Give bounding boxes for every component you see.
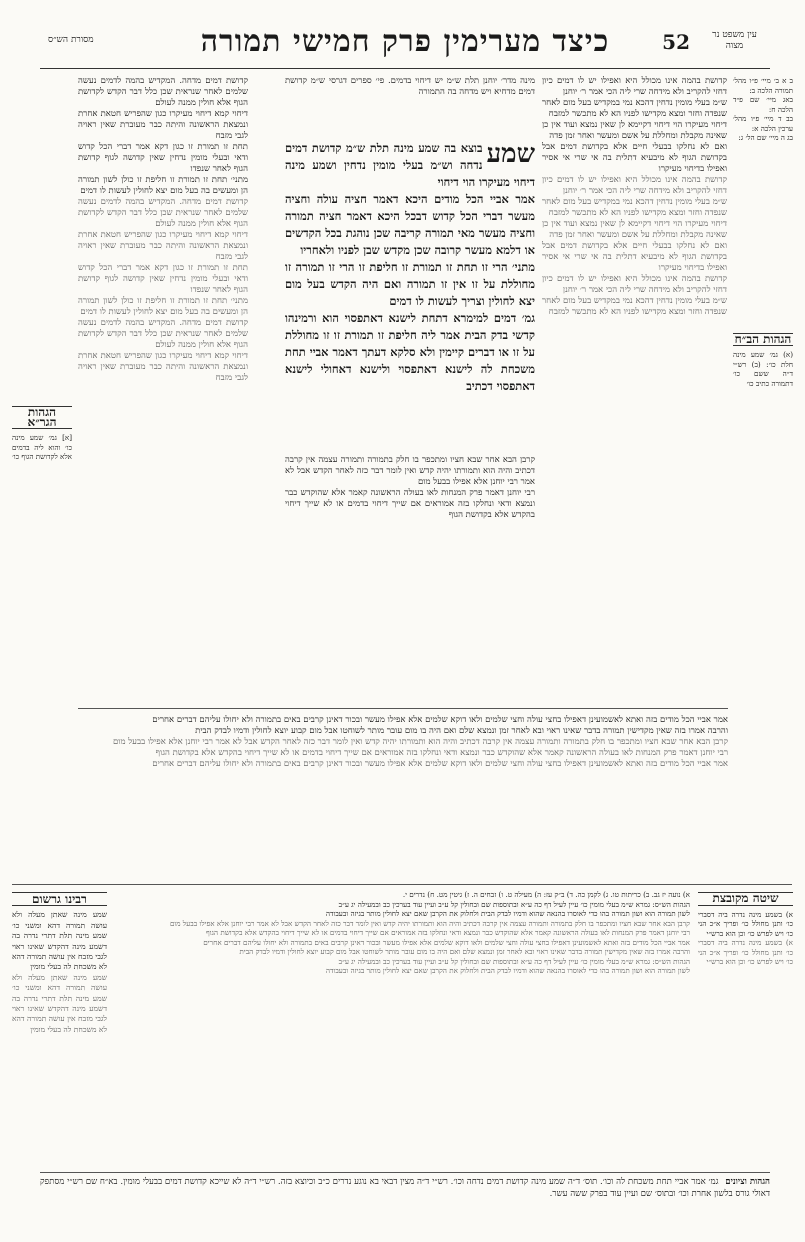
hagahot-hagra-title: הגהות הגר״א (12, 406, 72, 429)
tosafot-paragraph: ואם לא נחלקו בבעלי חיים אלא בקדושת דמים אבל בקדושת הגוף לא מיבעיא דתלית בה אי שרי אי אסיר ואפילו בדיחוי מעיקרו (542, 142, 727, 174)
section-divider (78, 708, 728, 709)
ein-mishpat-column (733, 76, 793, 576)
hagahot-hagra-box (12, 406, 72, 462)
rashi-paragraph: קדושת דמים מדחה. המקדיש בהמה לדמים נעשה שלמים לאחר שנראית שכן כלל דבר הקדש לקדושת הגוף אלא חולין ממנה לעולם (78, 318, 248, 350)
hagahot-vetziyunim-label: הגהות וציונים (725, 1177, 770, 1187)
tosafot-paragraph: קדושת בהמה אינו מכולל היא ואפילו יש לו דמים כיון דחזי להקריב ולא מידחה שרי ליה הכי אמר ר׳ יוחנן (542, 175, 727, 196)
commentary-paragraph: קרבן הבא אחר שבא חציו ומתכפר בו חלק בתמורה ותמורה עצמה אין קרבה דכתיב והיה הוא ותמורתו יהיה קדש ואין לומר דבר כזה לאחר הקדש אבל לא אמר רבי יוחנן אלא אפילו בבעל מום (112, 737, 728, 747)
ein-mishpat-entry: באג מיי׳ שם פ״ד הלכה ח: (733, 95, 793, 114)
section-divider (40, 1172, 770, 1173)
hagahot-habach-text: (א) גמ׳ שמע מינה חלת כו׳: (ב) רש״י ד״ה ששם כו׳ דתמורה כתיב כו׳ (733, 350, 793, 388)
header-rule (40, 68, 770, 69)
commentary-paragraph: אמר אביי הכל מודים בזה ואתא לאשמועינן דאפילו בחצי עולה וחצי שלמים ולאו דוקא שלמים אלא אפילו מעשר ובכור דאינן קרבים באים בתמורה ולא יחולו עליהם דברים אחרים (152, 715, 728, 725)
gemara-paragraph: מינה מדר׳ יוחנן תלת ש״מ יש דיחוי בדמים. פי׳ ספרים דגרסי ש״מ קדושת דמים מדחיא ויש מדחה בה התמורה (285, 76, 535, 97)
opening-word: שמע (486, 140, 535, 169)
tosafot-column (542, 76, 727, 706)
rashi-column (78, 76, 248, 696)
hagahot-habach-box (733, 333, 793, 389)
rabbenu-gershom-text: שמע מינה שאתן מעלה ולא עושה תמורה דהא ומשני כו׳ שמע מינה תלת דתרי נדרה בה דשמע מינה דהקדש שאינו ראוי לגבי מזבח אין עושה תמורה דהא לא משכחת לה בעלי מומין (12, 910, 107, 972)
masoret-hashas-column (12, 76, 72, 556)
ein-mishpat-entry: בג ה מיי׳ שם הל׳ ג: (738, 133, 793, 142)
shita-mekubetzet-column (698, 890, 793, 1170)
rashi-paragraph: קדושת דמים מדחה. המקדיש בהמה לדמים נעשה שלמים לאחר שנראית שכן כלל דבר הקדש לקדושת הגוף אלא חולין ממנה לעולם (78, 76, 248, 108)
tosafot-paragraph: ש״מ בעלי מומין נדחין דהכא נמי במקדיש בעל מום לאחר שנפדה וחזר ומצא מקדישו לפניו הא לא מתכשר למזבח (542, 296, 727, 317)
rabbenu-gershom-column (12, 890, 107, 1170)
gemara-paragraph: בוצא בה שמע מינה תלת ש״מ קדושת דמים נדחה וש״מ בעלי מומין נדחין ושמע מינה דיחוי מעיקרו הוי דיחוי (285, 141, 535, 189)
hagahot-hagra-text: [א] גמ׳ שמע מינה כו׳ והוא ליה בדמים אלא לקדושת הגוף כו׳ (12, 433, 72, 461)
gemara-paragraph: מתני׳ הרי זו תחת זו תמורת זו חליפת זו הרי זו תמורה זו מחוללת על זו אין זו תמורה ואם היה הקדש בעל מום יצא לחולין וצריך לעשות לו דמים (285, 260, 535, 308)
hagahot-vetziyunim (40, 1176, 770, 1200)
tosafot-paragraph: ש״מ בעלי מומין נדחין דהכא נמי במקדיש בעל מום לאחר שנפדה וחזר ומצא מקדישו לפניו הא לא מתכשר למזבח (542, 197, 727, 218)
gemara-paragraph: גמ׳ דמים למימרא דתחת לישנא דאתפסוי הוא ורמינהו קדשי בדק הבית אמר ליה חליפת זו תמורת זו זו מחוללת על זו או דברים קיימין ולא סלקא דעתך דאמר אביי תחת משכחת לה לישנא דאתפסוי ולישנא דאחולי לישנא דאתפסוי דכתיב (285, 311, 535, 393)
rashi-paragraph: תחת זו תמורת זו כגון דקא אמר דברי הכל קדוש ודאי ובעלי מומין נדחין שאין קדושה לגוף קדושת הגוף לאחר שנפדו (78, 263, 248, 295)
gloss-paragraph: א) נועה יז גב. ב) כריתות טו. ג) לקמן כה. ד) ב״ק עז: ה) מעילה ט. ו) זבחים ה. ז) גיטין מט. ח) נדרים י. (402, 890, 690, 899)
tosafot-paragraph: קדושת בהמה אינו מכולל היא ואפילו יש לו דמים כיון דחזי להקריב ולא מידחה שרי ליה הכי אמר ר׳ יוחנן (542, 274, 727, 295)
shita-mekubetzet-title: שיטה מקובצת (698, 892, 793, 906)
hagahot-habach-title: הגהות הב״ח (734, 331, 792, 346)
gloss-paragraph: לשון תמורה הוא ושון תמורה בהו כדי לאוסרו בהנאה שהוא ודמיו לבדק הבית ולחלוק את הקרבן שאם יצא לחולין מותר בגיזה ובעבודה (325, 909, 690, 918)
tosafot-paragraph: דיחוי מעיקרו הוי דיחוי דקיימא לן שאין נמצא ועוד אין כן שאינה מקבלת ומחללת על אשם ומעשר ואחר זמן פדה (542, 219, 727, 240)
tosafot-paragraph: ש״מ בעלי מומין נדחין דהכא נמי במקדיש בעל מום לאחר שנפדה וחזר ומצא מקדישו לפניו הא לא מתכשר למזבח (542, 98, 727, 119)
ein-mishpat-entry: בב ד מיי׳ פ״ו מהל׳ ערכין הלכה א: (733, 114, 793, 133)
tosafot-paragraph: קדושת בהמה אינו מכולל היא ואפילו יש לו דמים כיון דחזי להקריב ולא מידחה שרי ליה הכי אמר ר׳ יוחנן (542, 76, 727, 97)
gloss-paragraph: והרבה אמרו בזה שאין מקדישין תמורה בדבר שאינו ראוי ובא לאחר זמן ונמצא שלם ואם היה בו מום עובר מותר לשוחטו אבל מום קבוע יוצא לחולין ודמיו לבדק הבית (239, 947, 690, 956)
tosafot-paragraph: דיחוי מעיקרו הוי דיחוי דקיימא לן שאין נמצא ועוד אין כן שאינה מקבלת ומחללת על אשם ומעשר ואחר זמן פדה (542, 120, 727, 141)
chapter-title: כיצד מערימין פרק חמישי תמורה (200, 24, 610, 59)
tosafot-paragraph: ואם לא נחלקו בבעלי חיים אלא בקדושת דמים אבל בקדושת הגוף לא מיבעיא דתלית בה אי שרי אי אסיר ואפילו בדיחוי מעיקרו (542, 241, 727, 273)
commentary-paragraph: רבי יוחנן דאמר פרק המנחות לאו בעולה הראשונה קאמר אלא שהוקדש כבר ונמצא ודאי ונחלקו בזה אמוראים אם שייך דיחוי בדמים או לא שייך דיחוי בהקדש אלא בקדושת הגוף (155, 748, 728, 758)
hagahot-vetziyunim-text: גמ׳ אמר אביי תחת משכחת לה וכו׳. תוס׳ ד״ה שמע מינה קדושת דמים נדחה וכו׳. רש״י ד״ה מצין דבאי בא נוגע נדרים כ״ב וכיוצא בזה. רש״י ד״ה לא שייכא קדושת דמים בבעלי מומין. בא״ח שם רש״י מסתפק דאולי גורס בלשון אחרת וכו׳ ובתוס׳ שם ועיין עוד בפרק ששה עשר. (40, 1177, 770, 1199)
rabbenu-gershom-text: שמע מינה שאתן מעלה ולא עושה תמורה דהא ומשני כו׳ שמע מינה תלת דתרי נדרה בה דשמע מינה דהקדש שאינו ראוי לגבי מזבח אין עושה תמורה דהא לא משכחת לה בעלי מומין (12, 972, 107, 1034)
section-divider (12, 884, 792, 885)
gloss-paragraph: הגהות הש״ס: גמרא ש״מ בעלי מומין כו׳ עיין לעיל דף כה ע״א ובתוספות שם ובחולין קל ע״ב ועיין עוד בערכין כב ובמעילה יג ע״ב (338, 899, 690, 909)
page-number: 52 (662, 30, 690, 54)
commentary-paragraph: והרבה אמרו בזה שאין מקדישין תמורה בדבר שאינו ראוי ובא לאחר זמן ונמצא שלם ואם היה בו מום עובר מותר לשוחטו אבל מום קבוע יוצא לחולין ודמיו לבדק הבית (195, 726, 728, 736)
gloss-paragraph: לשון תמורה הוא ושון תמורה בהו כדי לאוסרו בהנאה שהוא ודמיו לבדק הבית ולחלוק את הקרבן שאם יצא לחולין מותר בגיזה ובעבודה (325, 966, 690, 975)
gemara-top-fragment (285, 76, 535, 136)
bottom-gloss (115, 890, 690, 1170)
masoret-hashas-label: מסורת הש״ס (48, 35, 94, 45)
shita-mekubetzet-text: א) בשמע מינה נדרה ביה דסברי כו׳ ותנן מחולל כו׳ ופריך א״כ הני כו׳ ויש לפרש כו׳ וכן הוא ברש״י (698, 938, 793, 966)
gloss-paragraph: אמר אביי הכל מודים בזה ואתא לאשמועינן דאפילו בחצי עולה וחצי שלמים ולאו דוקא שלמים אלא אפילו מעשר ובכור דאינן קרבים באים בתמורה ולא יחולו עליהם דברים אחרים (203, 937, 690, 947)
rashi-paragraph: קדושת דמים מדחה. המקדיש בהמה לדמים נעשה שלמים לאחר שנראית שכן כלל דבר הקדש לקדושת הגוף אלא חולין ממנה לעולם (78, 197, 248, 229)
commentary-paragraph: קרבן הבא אחר שבא חציו ומתכפר בו חלק בתמורה ותמורה עצמה אין קרבה דכתיב והיה הוא ותמורתו יהיה קדש ואין לומר דבר כזה לאחר הקדש אבל לא אמר רבי יוחנן אלא אפילו בבעל מום (285, 455, 535, 487)
ein-mishpat-entry: ב א ב׳ מיי׳ פ״ו מהל׳ תמורה הלכה ב: (733, 76, 793, 95)
gloss-paragraph: הגהות הש״ס: גמרא ש״מ בעלי מומין כו׳ עיין לעיל דף כה ע״א ובתוספות שם ובחולין קל ע״ב ועיין עוד בערכין כב ובמעילה יג ע״ב (338, 956, 690, 966)
commentary-paragraph: רבי יוחנן דאמר פרק המנחות לאו בעולה הראשונה קאמר אלא שהוקדש כבר ונמצא ודאי ונחלקו בזה אמוראים אם שייך דיחוי בדמים או לא שייך דיחוי בהקדש אלא בקדושת הגוף (285, 488, 535, 520)
rashi-paragraph: מתני׳ תחת זו תמורת זו חליפת זו כולן לשון תמורה הן ומעשים בה בעל מום יצא לחולין לעשות לו דמים (78, 175, 248, 196)
rashi-paragraph: דיחוי קמא דיחוי מעיקרו כגון שהפריש חטאת אחרת ונמצאת הראשונה והיתה כבר מעוברת שאין ראויה לגבי מזבח (78, 351, 248, 383)
rabbenu-gershom-title: רבינו גרשום (12, 892, 107, 906)
lower-commentary-wide (78, 715, 728, 880)
rashi-paragraph: תחת זו תמורת זו כגון דקא אמר דברי הכל קדוש ודאי ובעלי מומין נדחין שאין קדושה לגוף קדושת הגוף לאחר שנפדו (78, 142, 248, 174)
gemara-paragraph: אמר אביי הכל מודים היכא דאמר חציה עולה וחציה מעשר דברי הכל קדוש דבכל היכא דאמר חציה תמורה וחציה מעשר מאי תמורה קריבה שכן נוהגת בכל הקדשים או דלמא מעשר קרובה שכן מקדש שבן לפניו ולאחריו (285, 192, 535, 257)
page-header (40, 22, 770, 68)
lower-commentary-center (285, 455, 535, 705)
commentary-paragraph: אמר אביי הכל מודים בזה ואתא לאשמועינן דאפילו בחצי עולה וחצי שלמים ולאו דוקא שלמים אלא אפילו מעשר ובכור דאינן קרבים באים בתמורה ולא יחולו עליהם דברים אחרים (152, 759, 728, 769)
rashi-paragraph: דיחוי קמא דיחוי מעיקרו כגון שהפריש חטאת אחרת ונמצאת הראשונה והיתה כבר מעוברת שאין ראויה לגבי מזבח (78, 230, 248, 262)
ein-mishpat-label: עין משפט נר מצוה (712, 30, 757, 51)
gloss-paragraph: רבי יוחנן דאמר פרק המנחות לאו בעולה הראשונה קאמר אלא שהוקדש כבר ונמצא ודאי ונחלקו בזה אמוראים אם שייך דיחוי בדמים או לא שייך דיחוי בהקדש אלא בקדושת הגוף (205, 928, 690, 937)
rashi-paragraph: דיחוי קמא דיחוי מעיקרו כגון שהפריש חטאת אחרת ונמצאת הראשונה והיתה כבר מעוברת שאין ראויה לגבי מזבח (78, 109, 248, 141)
gemara-main-text (285, 140, 535, 440)
rashi-paragraph: מתני׳ תחת זו תמורת זו חליפת זו כולן לשון תמורה הן ומעשים בה בעל מום יצא לחולין לעשות לו דמים (78, 296, 248, 317)
gloss-paragraph: קרבן הבא אחר שבא חציו ומתכפר בו חלק בתמורה ותמורה עצמה אין קרבה דכתיב והיה הוא ותמורתו יהיה קדש ואין לומר דבר כזה לאחר הקדש אבל לא אמר רבי יוחנן אלא אפילו בבעל מום (169, 918, 690, 928)
shita-mekubetzet-text: א) בשמע מינה נדרה ביה דסברי כו׳ ותנן מחולל כו׳ ופריך א״כ הני כו׳ ויש לפרש כו׳ וכן הוא ברש״י (698, 909, 793, 938)
